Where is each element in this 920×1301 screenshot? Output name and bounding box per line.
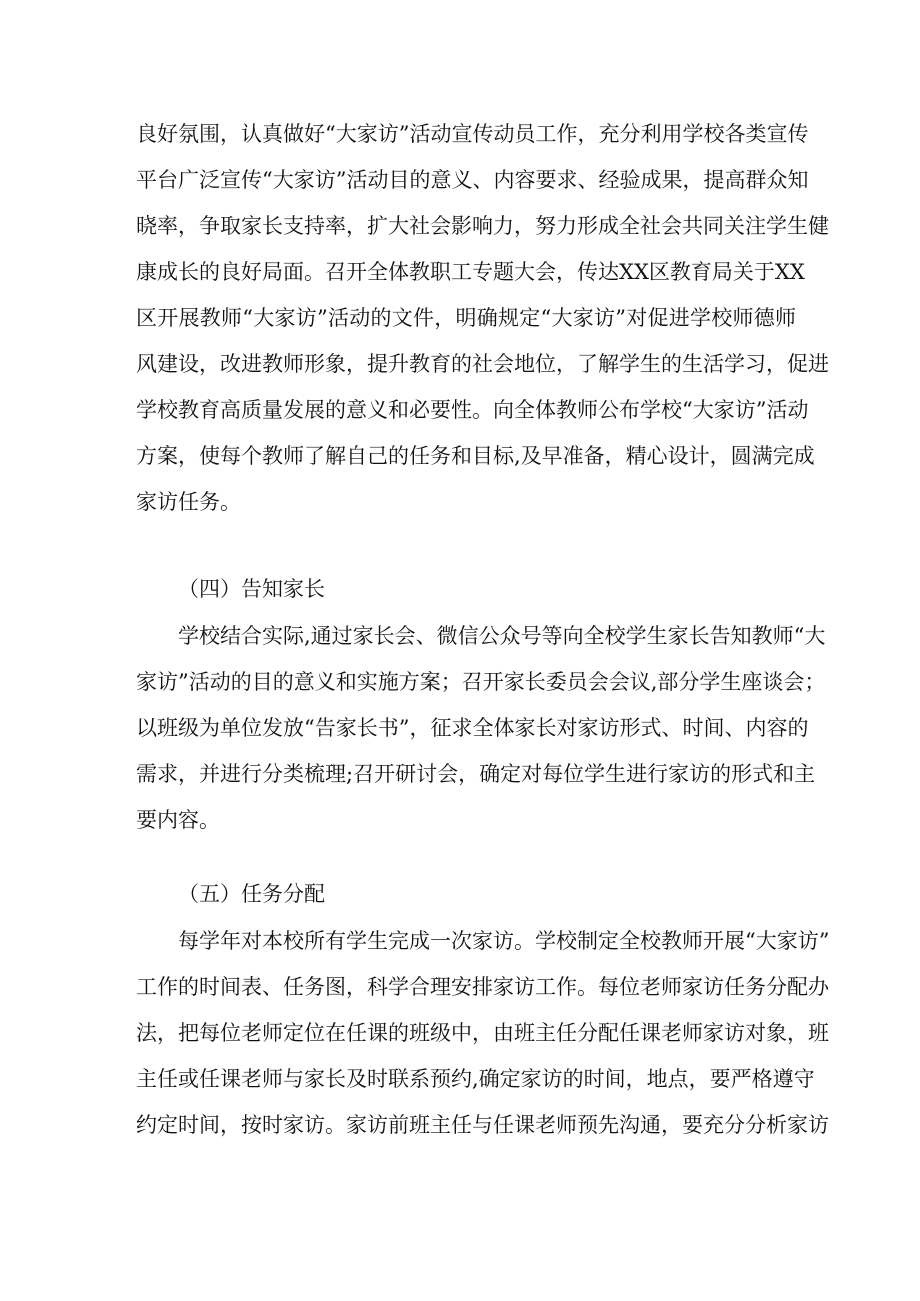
- paragraph-line: 以班级为单位发放“告家长书”，征求全体家长对家访形式、时间、内容的: [136, 716, 809, 740]
- paragraph-line: 晓率，争取家长支持率，扩大社会影响力，努力形成全社会共同关注学生健: [136, 214, 829, 238]
- paragraph-line: 家访任务。: [136, 490, 241, 514]
- section-heading-4: （四）告知家长: [178, 577, 325, 601]
- paragraph-line: 学校教育高质量发展的意义和必要性。向全体教师公布学校“大家访”活动: [136, 398, 809, 422]
- paragraph-line: 需求，并进行分类梳理;召开研讨会，确定对每位学生进行家访的形式和主: [136, 762, 816, 786]
- section-heading-5: （五）任务分配: [178, 882, 325, 906]
- paragraph-line: 法，把每位老师定位在任课的班级中，由班主任分配任课老师家访对象，班: [136, 1021, 829, 1045]
- paragraph-line: 家访”活动的目的意义和实施方案；召开家长委员会会议,部分学生座谈会；: [136, 670, 826, 694]
- paragraph-line: 良好氛围，认真做好“大家访”活动宣传动员工作，充分利用学校各类宣传: [136, 122, 809, 146]
- paragraph-line: 区开展教师“大家访”活动的文件，明确规定“大家访”对促进学校师德师: [136, 306, 796, 330]
- paragraph-line: 风建设，改进教师形象，提升教育的社会地位，了解学生的生活学习，促进: [136, 352, 829, 376]
- paragraph-line: 要内容。: [136, 808, 220, 832]
- paragraph-line: 约定时间，按时家访。家访前班主任与任课老师预先沟通，要充分分析家访: [136, 1113, 829, 1137]
- paragraph-line: 主任或任课老师与家长及时联系预约,确定家访的时间，地点，要严格遵守: [136, 1067, 815, 1091]
- paragraph-line: 每学年对本校所有学生完成一次家访。学校制定全校教师开展“大家访”: [178, 929, 830, 953]
- paragraph-line: 工作的时间表、任务图，科学合理安排家访工作。每位老师家访任务分配办: [136, 975, 829, 999]
- paragraph-line: 康成长的良好局面。召开全体教职工专题大会，传达XX区教育局关于XX: [136, 260, 805, 284]
- paragraph-line: 方案，使每个教师了解自己的任务和目标,及早准备，精心设计，圆满完成: [136, 444, 815, 468]
- paragraph-line: 学校结合实际,通过家长会、微信公众号等向全校学生家长告知教师“大: [178, 624, 826, 648]
- paragraph-line: 平台广泛宣传“大家访”活动目的意义、内容要求、经验成果，提高群众知: [136, 168, 809, 192]
